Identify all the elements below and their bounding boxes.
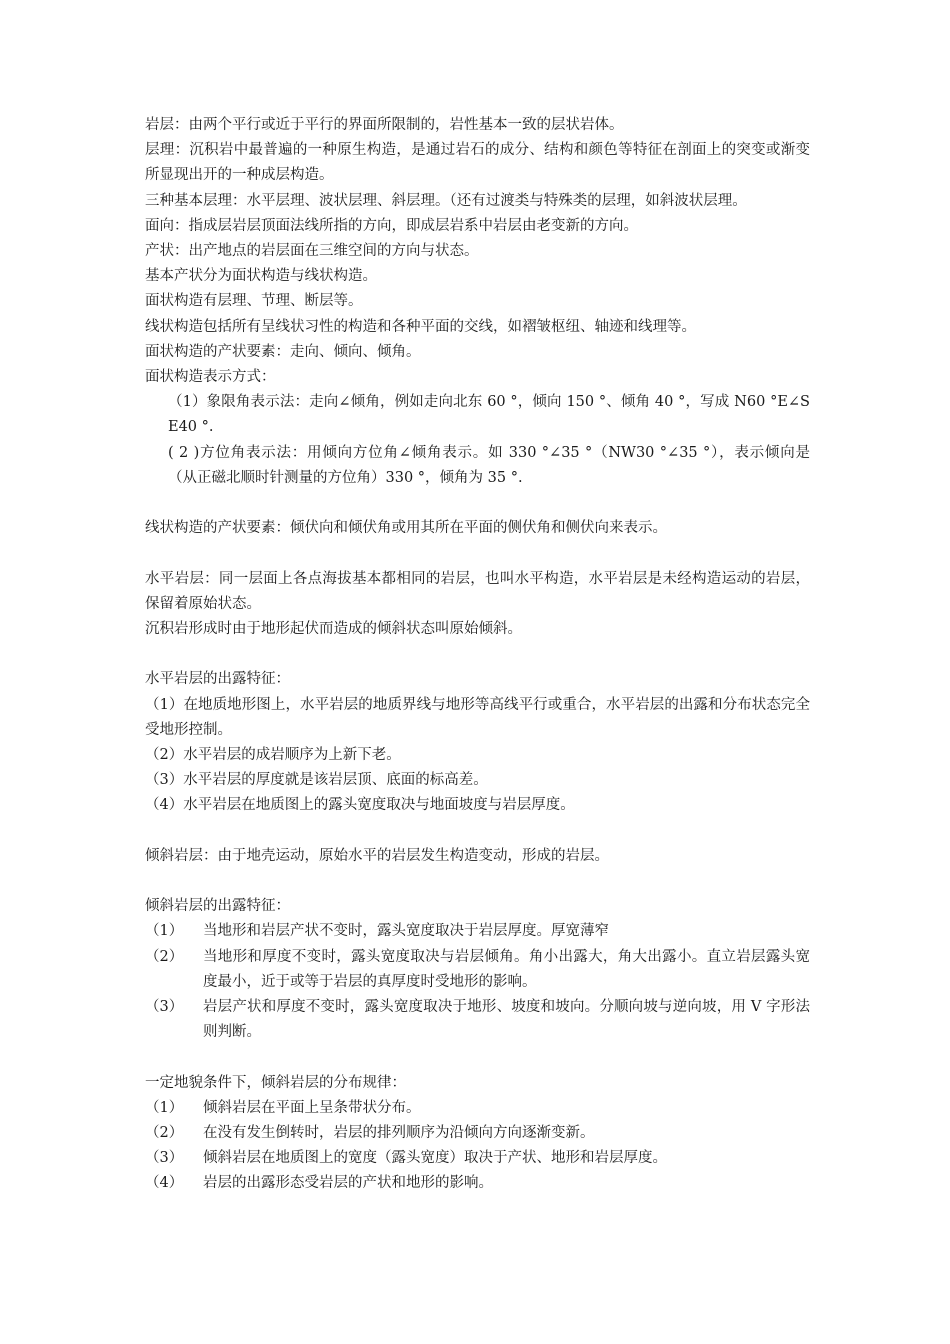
distribution-item [145, 1121, 810, 1146]
horizontal-exposure-heading: 水平岩层的出露特征： [145, 671, 290, 688]
spacer [145, 1045, 810, 1070]
definition-horizontal-layer: 水平岩层：同一层面上各点海拔基本都相同的岩层，也叫水平构造，水平岩层是未经构造运动的岩层，保留着原始状态。 [145, 570, 810, 612]
list-text: 岩层产状和厚度不变时，露头宽度取决于地形、坡度和坡向。分顺向坡与逆向坡，用 V 字形法则判断。 [203, 999, 810, 1041]
list-number: （1） [145, 1099, 184, 1116]
inclined-exposure-item [145, 945, 810, 995]
linear-attitude-elements: 线状构造的产状要素：倾伏向和倾伏角或用其所在平面的侧伏角和侧伏向来表示。 [145, 520, 667, 537]
planar-attitude-elements: 面状构造的产状要素：走向、倾向、倾角。 [145, 343, 421, 360]
definition-inclined-layer: 倾斜岩层：由于地壳运动，原始水平的岩层发生构造变动，形成的岩层。 [145, 847, 609, 864]
horizontal-exposure-item: （3）水平岩层的厚度就是该岩层顶、底面的标高差。 [145, 772, 488, 789]
spacer [145, 541, 810, 566]
list-text: 当地形和厚度不变时，露头宽度取决与岩层倾角。角小出露大，角大出露小。直立岩层露头宽度最小，近于或等于岩层的真厚度时受地形的影响。 [203, 948, 810, 990]
list-text: 当地形和岩层产状不变时，露头宽度取决于岩层厚度。厚宽薄窄 [203, 923, 609, 940]
inclined-exposure-item [145, 919, 810, 944]
basic-bedding-types: 三种基本层理：水平层理、波状层理、斜层理。（还有过渡类与特殊类的层理，如斜波状层理。 [145, 192, 747, 209]
definition-rock-layer: 岩层：由两个平行或近于平行的界面所限制的，岩性基本一致的层状岩体。 [145, 117, 624, 133]
list-number: （3） [145, 1150, 184, 1167]
horizontal-exposure-item: （2）水平岩层的成岩顺序为上新下老。 [145, 747, 401, 764]
definition-bedding: 层理：沉积岩中最普遍的一种原生构造，是通过岩石的成分、结构和颜色等特征在剖面上的突变或渐变所显现出开的一种成层构造。 [145, 142, 810, 184]
inclined-exposure-item [145, 995, 810, 1045]
azimuth-notation: ( 2 )方位角表示法：用倾向方位角∠倾角表示。如 330 °∠35 °（NW30 °∠35 °），表示倾向是（从正磁北顺时针测量的方位角）330 °，倾角为 35 °. [168, 444, 810, 486]
attitude-categories: 基本产状分为面状构造与线状构造。 [145, 268, 377, 285]
list-number: （3） [145, 999, 184, 1016]
inclined-exposure-heading: 倾斜岩层的出露特征： [145, 898, 290, 915]
list-number: （1） [145, 923, 184, 940]
list-text: 倾斜岩层在平面上呈条带状分布。 [203, 1099, 421, 1116]
distribution-item [145, 1171, 810, 1196]
definition-facing: 面向：指成层岩层顶面法线所指的方向，即成层岩系中岩层由老变新的方向。 [145, 217, 638, 234]
horizontal-exposure-item: （1）在地质地形图上，水平岩层的地质界线与地形等高线平行或重合，水平岩层的出露和分布状态完全受地形控制。 [145, 696, 810, 738]
list-number: （2） [145, 948, 184, 965]
quadrant-notation: （1）象限角表示法：走向∠倾角，例如走向北东 60 °，倾向 150 °、倾角 40 °，写成 N60 °E∠SE40 °. [168, 394, 810, 436]
list-text: 在没有发生倒转时，岩层的排列顺序为沿倾向方向逐渐变新。 [203, 1125, 595, 1142]
spacer [145, 869, 810, 894]
list-text: 岩层的出露形态受岩层的产状和地形的影响。 [203, 1175, 493, 1192]
spacer [145, 491, 810, 516]
distribution-item [145, 1146, 810, 1171]
original-dip: 沉积岩形成时由于地形起伏而造成的倾斜状态叫原始倾斜。 [145, 621, 522, 638]
document-body [145, 113, 810, 1197]
planar-representation-heading: 面状构造表示方式： [145, 369, 276, 386]
spacer [145, 819, 810, 844]
horizontal-exposure-item: （4）水平岩层在地质图上的露头宽度取决与地面坡度与岩层厚度。 [145, 797, 575, 814]
distribution-heading: 一定地貌条件下，倾斜岩层的分布规律： [145, 1074, 406, 1091]
list-number: （4） [145, 1175, 184, 1192]
distribution-item [145, 1096, 810, 1121]
linear-structures: 线状构造包括所有呈线状习性的构造和各种平面的交线，如褶皱枢纽、轴迹和线理等。 [145, 318, 696, 335]
planar-structures: 面状构造有层理、节理、断层等。 [145, 293, 363, 310]
definition-attitude: 产状：出产地点的岩层面在三维空间的方向与状态。 [145, 243, 479, 260]
spacer [145, 642, 810, 667]
list-text: 倾斜岩层在地质图上的宽度（露头宽度）取决于产状、地形和岩层厚度。 [203, 1150, 667, 1167]
list-number: （2） [145, 1125, 184, 1142]
